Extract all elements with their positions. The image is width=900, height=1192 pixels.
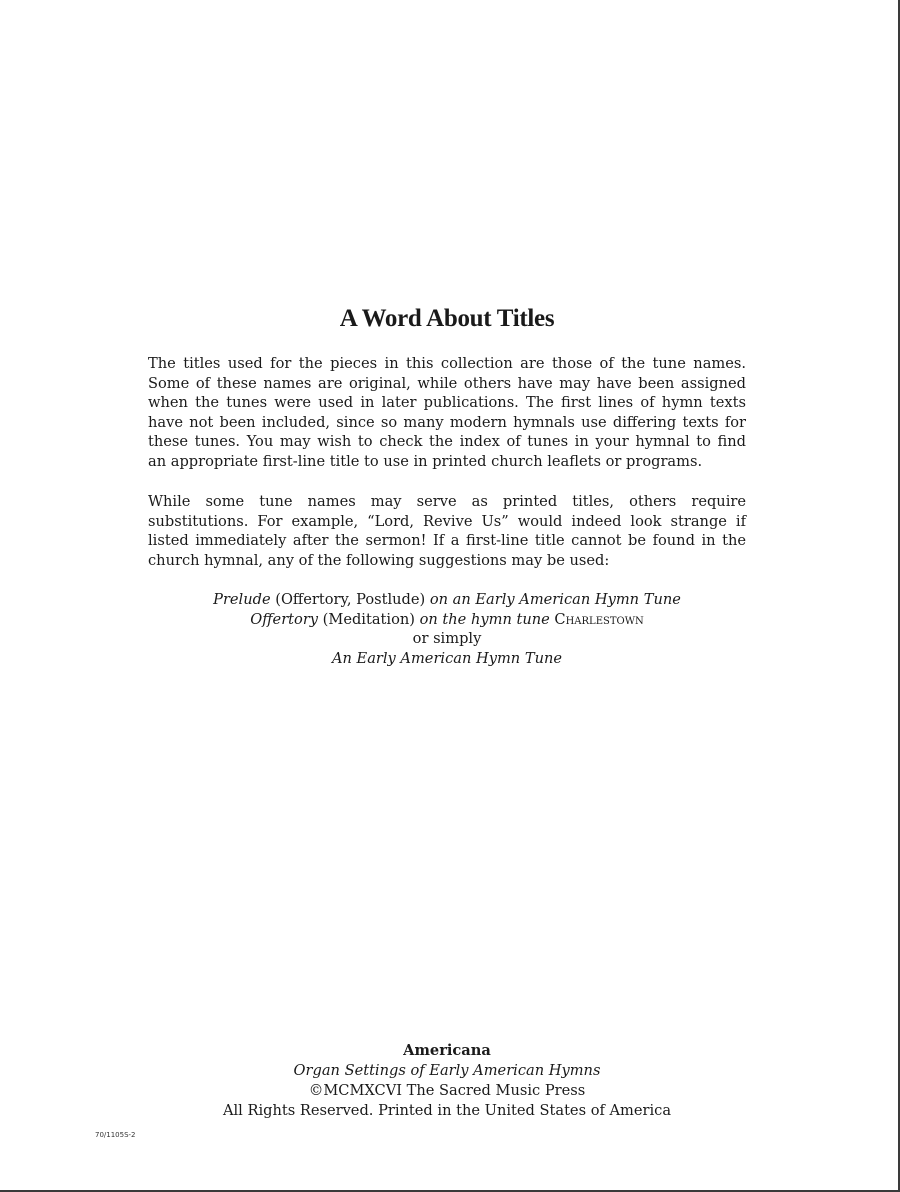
paragraph-line: when the tunes were used in later publications. The first lines of hymn texts: [148, 394, 746, 412]
suggestion-line-or: or simply: [412, 630, 482, 648]
paragraph-line: these tunes. You may wish to check the index of tunes in your hymnal to find: [148, 433, 746, 451]
suggestion-phrase: on the hymn tune: [419, 610, 555, 628]
paragraph-line: listed immediately after the sermon! If a first-line title cannot be found in the: [148, 532, 746, 550]
book-title: Americana: [403, 1042, 491, 1059]
book-subtitle: Organ Settings of Early American Hymns: [293, 1062, 601, 1079]
copyright-notice: ©MCMXCVI The Sacred Music Press: [308, 1082, 586, 1099]
suggestion-alternates: (Meditation): [318, 610, 420, 628]
suggestion-phrase: on an Early American Hymn Tune: [429, 591, 681, 608]
suggestion-alternates: (Offertory, Postlude): [270, 591, 430, 608]
substitution-paragraph: [148, 492, 746, 570]
rights-notice: All Rights Reserved. Printed in the United States of America: [222, 1102, 672, 1119]
title-suggestions: [0, 590, 894, 668]
paragraph-line: While some tune names may serve as printed titles, others require: [148, 493, 746, 510]
paragraph-line: substitutions. For example, “Lord, Revive Us” would indeed look strange if: [148, 512, 746, 530]
catalog-number: 70/1105S-2: [95, 1131, 136, 1139]
paragraph-line: an appropriate first-line title to use in printed church leaflets or programs.: [148, 452, 703, 470]
paragraph-line: The titles used for the pieces in this collection are those of the tune names.: [148, 355, 746, 372]
tune-name: Charlestown: [554, 610, 644, 628]
paragraph-line: have not been included, since so many modern hymnals use differing texts for: [148, 413, 746, 431]
paragraph-line: church hymnal, any of the following suggestions may be used:: [148, 551, 610, 569]
paragraph-line: Some of these names are original, while others have may have been assigned: [148, 374, 746, 392]
publication-footer: [0, 1041, 894, 1121]
intro-paragraph: [148, 354, 746, 472]
suggestion-term: Offertory: [250, 610, 319, 628]
suggestion-line-simple: An Early American Hymn Tune: [331, 649, 563, 667]
suggestion-line-prelude: [0, 590, 894, 610]
page-title: A Word About Titles: [339, 305, 555, 332]
suggestion-term: Prelude: [213, 591, 271, 608]
suggestion-line-offertory: [0, 610, 894, 630]
